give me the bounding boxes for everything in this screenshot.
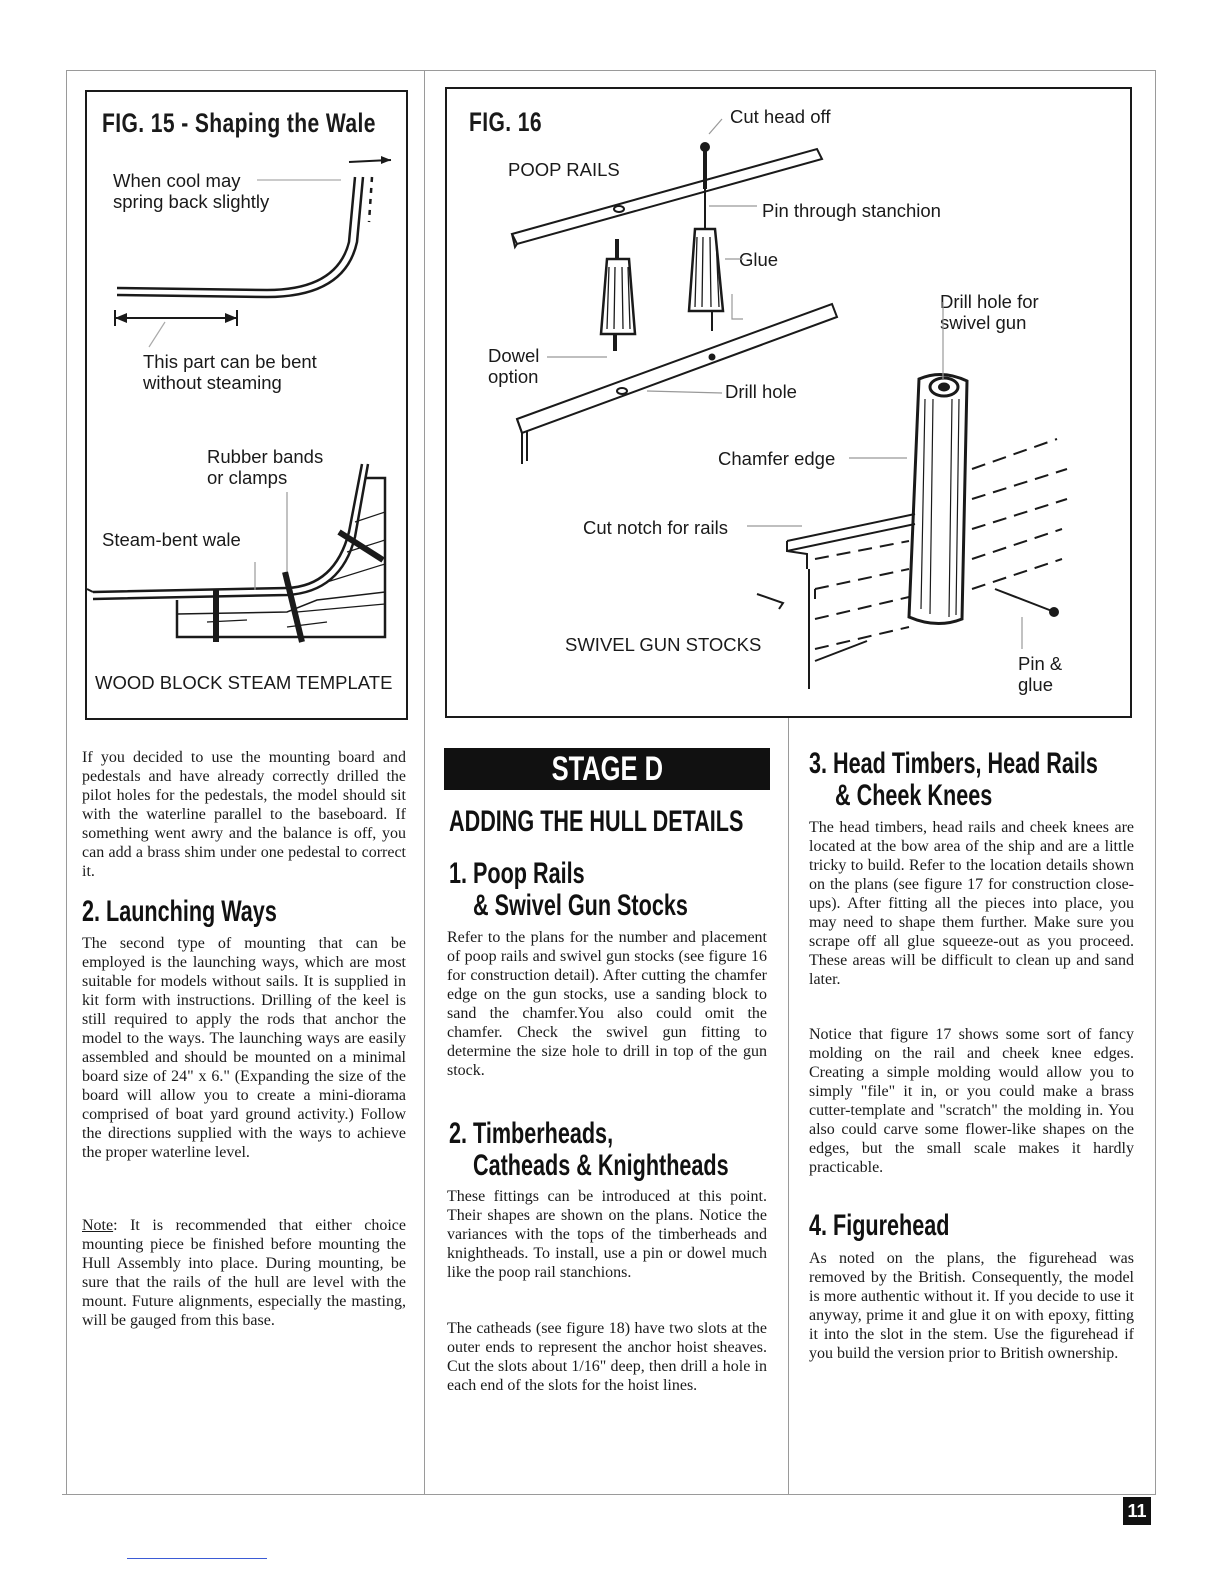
catheads-text: The catheads (see figure 18) have two slots at the outer ends to represent the anchor hoist sheaves. Cut the slots about 1/16" deep, then drill a hole in each end of the slots for the hoist lines.: [447, 1320, 767, 1394]
launching-ways-text: The second type of mounting that can be employed is the launching ways, which are most suitable for models without sails. It is supplied in kit form with instructions. Drilling of the keel is still required to apply the rods that anchor the model to the ways. The launching ways are easily assembled and should be mounted on a minimal board size of 24" x 6." (Expanding the size of the board will allow you to create a mini-diorama comprised of boat yard ground activity.) Follow the directions supplied with the ways to achieve the proper waterline level.: [82, 935, 406, 1161]
divider-col1: [424, 70, 425, 1495]
timberheads-heading-1: 2. Timberheads,: [449, 1117, 614, 1150]
fig15-label-template: WOOD BLOCK STEAM TEMPLATE: [95, 672, 393, 693]
figure-16: [445, 87, 1132, 718]
head-timbers-heading-2: & Cheek Knees: [835, 779, 993, 812]
fig16-label-dowel: Dowel option: [488, 345, 540, 387]
fig16-label-swivel-stocks: SWIVEL GUN STOCKS: [565, 634, 762, 655]
fig16-label-drill-hole: Drill hole: [725, 381, 797, 402]
fig16-label-cut-notch: Cut notch for rails: [583, 517, 728, 538]
fig15-label-rubber: Rubber bands or clamps: [207, 446, 324, 488]
timberheads-heading-2: Catheads & Knightheads: [473, 1149, 729, 1182]
col1-note: [82, 1216, 406, 1330]
frame-bottom: [62, 1494, 1156, 1495]
head-timbers-heading-1: 3. Head Timbers, Head Rails: [809, 747, 1098, 780]
fig16-label-pin-glue: Pin & glue: [1018, 653, 1063, 695]
timberheads-text: These fittings can be introduced at this point. Their shapes are shown on the plans. Notice the variances with the tops of the timberheads and knightheads. To install, use a pin or dowel much like the poop rail stanchions.: [447, 1188, 767, 1281]
poop-rails-heading-2: & Swivel Gun Stocks: [473, 889, 688, 922]
fig16-label-pin-stanchion: Pin through stanchion: [762, 200, 941, 221]
note-label: Note: [82, 1217, 114, 1234]
launching-ways-heading: 2. Launching Ways: [82, 895, 277, 928]
fig16-label-chamfer: Chamfer edge: [718, 448, 836, 469]
fig15-drawing: [87, 92, 410, 722]
fig16-label-poop-rails: POOP RAILS: [508, 159, 620, 180]
divider-col2: [788, 716, 789, 1495]
fig15-title: FIG. 15 - Shaping the Wale: [102, 108, 376, 138]
figurehead-text: As noted on the plans, the figurehead was removed by the British. Consequently, the model is more authentic without it. If you decide to use it anyway, prime it and glue it on with epoxy, fitting it into the slot in the stem. Use the figurehead if you build the version prior to British ownership.: [809, 1250, 1134, 1362]
head-timbers-text-1: The head timbers, head rails and cheek knees are located at the bow area of the ship and are a little tricky to build. Refer to the location details shown on the plans (see figure 17 for construction close-ups). After fitting all the pieces into place, you may need to shape them further. Make sure you scrape off all glue squeeze-out as you proceed. These areas will be difficult to clean up and sand later.: [809, 819, 1134, 988]
poop-rails-text: Refer to the plans for the number and placement of poop rails and swivel gun stocks (see figure 16 for construction detail). After cutting the chamfer edge on the gun stocks, use a sanding block to sand the chamfer.You also could omit the chamfer. Check the swivel gun fitting to determine the size hole to drill in top of the gun stock.: [447, 929, 767, 1079]
fig16-title: FIG. 16: [469, 107, 542, 137]
hull-details-heading: ADDING THE HULL DETAILS: [449, 805, 744, 838]
frame-top: [66, 70, 1156, 71]
fig15-label-bent: This part can be bent without steaming: [143, 351, 317, 393]
bottom-rule: [127, 1558, 267, 1559]
poop-rails-heading-1: 1. Poop Rails: [449, 857, 585, 890]
fig16-drawing: [447, 89, 1134, 720]
fig16-label-drill-swivel: Drill hole for swivel gun: [940, 291, 1039, 333]
fig15-label-cool: When cool may spring back slightly: [113, 170, 270, 212]
note-text: : It is recommended that either choice mounting piece be finished before mounting the Hull Assembly into place. During mounting, be sure that the rails of the hull are level with the mount. Future alignments, especially the masting, will be gauged from this base.: [82, 1217, 406, 1329]
col1-intro: If you decided to use the mounting board and pedestals and have already correctly drilled the pilot holes for the pedestals, the model should sit with the waterline parallel to the baseboard. If something went awry and the balance is off, you can add a brass shim under one pedestal to correct it.: [82, 749, 406, 880]
page-number: 11: [1123, 1497, 1151, 1525]
stage-d-banner: STAGE D: [444, 748, 770, 790]
fig15-label-steam: Steam-bent wale: [102, 529, 241, 550]
figure-15: [85, 90, 408, 720]
fig16-label-glue: Glue: [739, 249, 779, 270]
figurehead-heading: 4. Figurehead: [809, 1209, 950, 1242]
frame-left: [66, 70, 67, 1495]
head-timbers-text-2: Notice that figure 17 shows some sort of fancy molding on the rail and cheek knee edges. Creating a simple molding would allow you to simply "file" it in, or you could make a brass cutter-template and "scratch" the molding in. You also could carve some flower-like shapes on the edges, but the small scale makes it hardly practicable.: [809, 1026, 1134, 1176]
frame-right: [1155, 70, 1156, 1495]
fig16-label-cut-head: Cut head off: [730, 106, 831, 127]
